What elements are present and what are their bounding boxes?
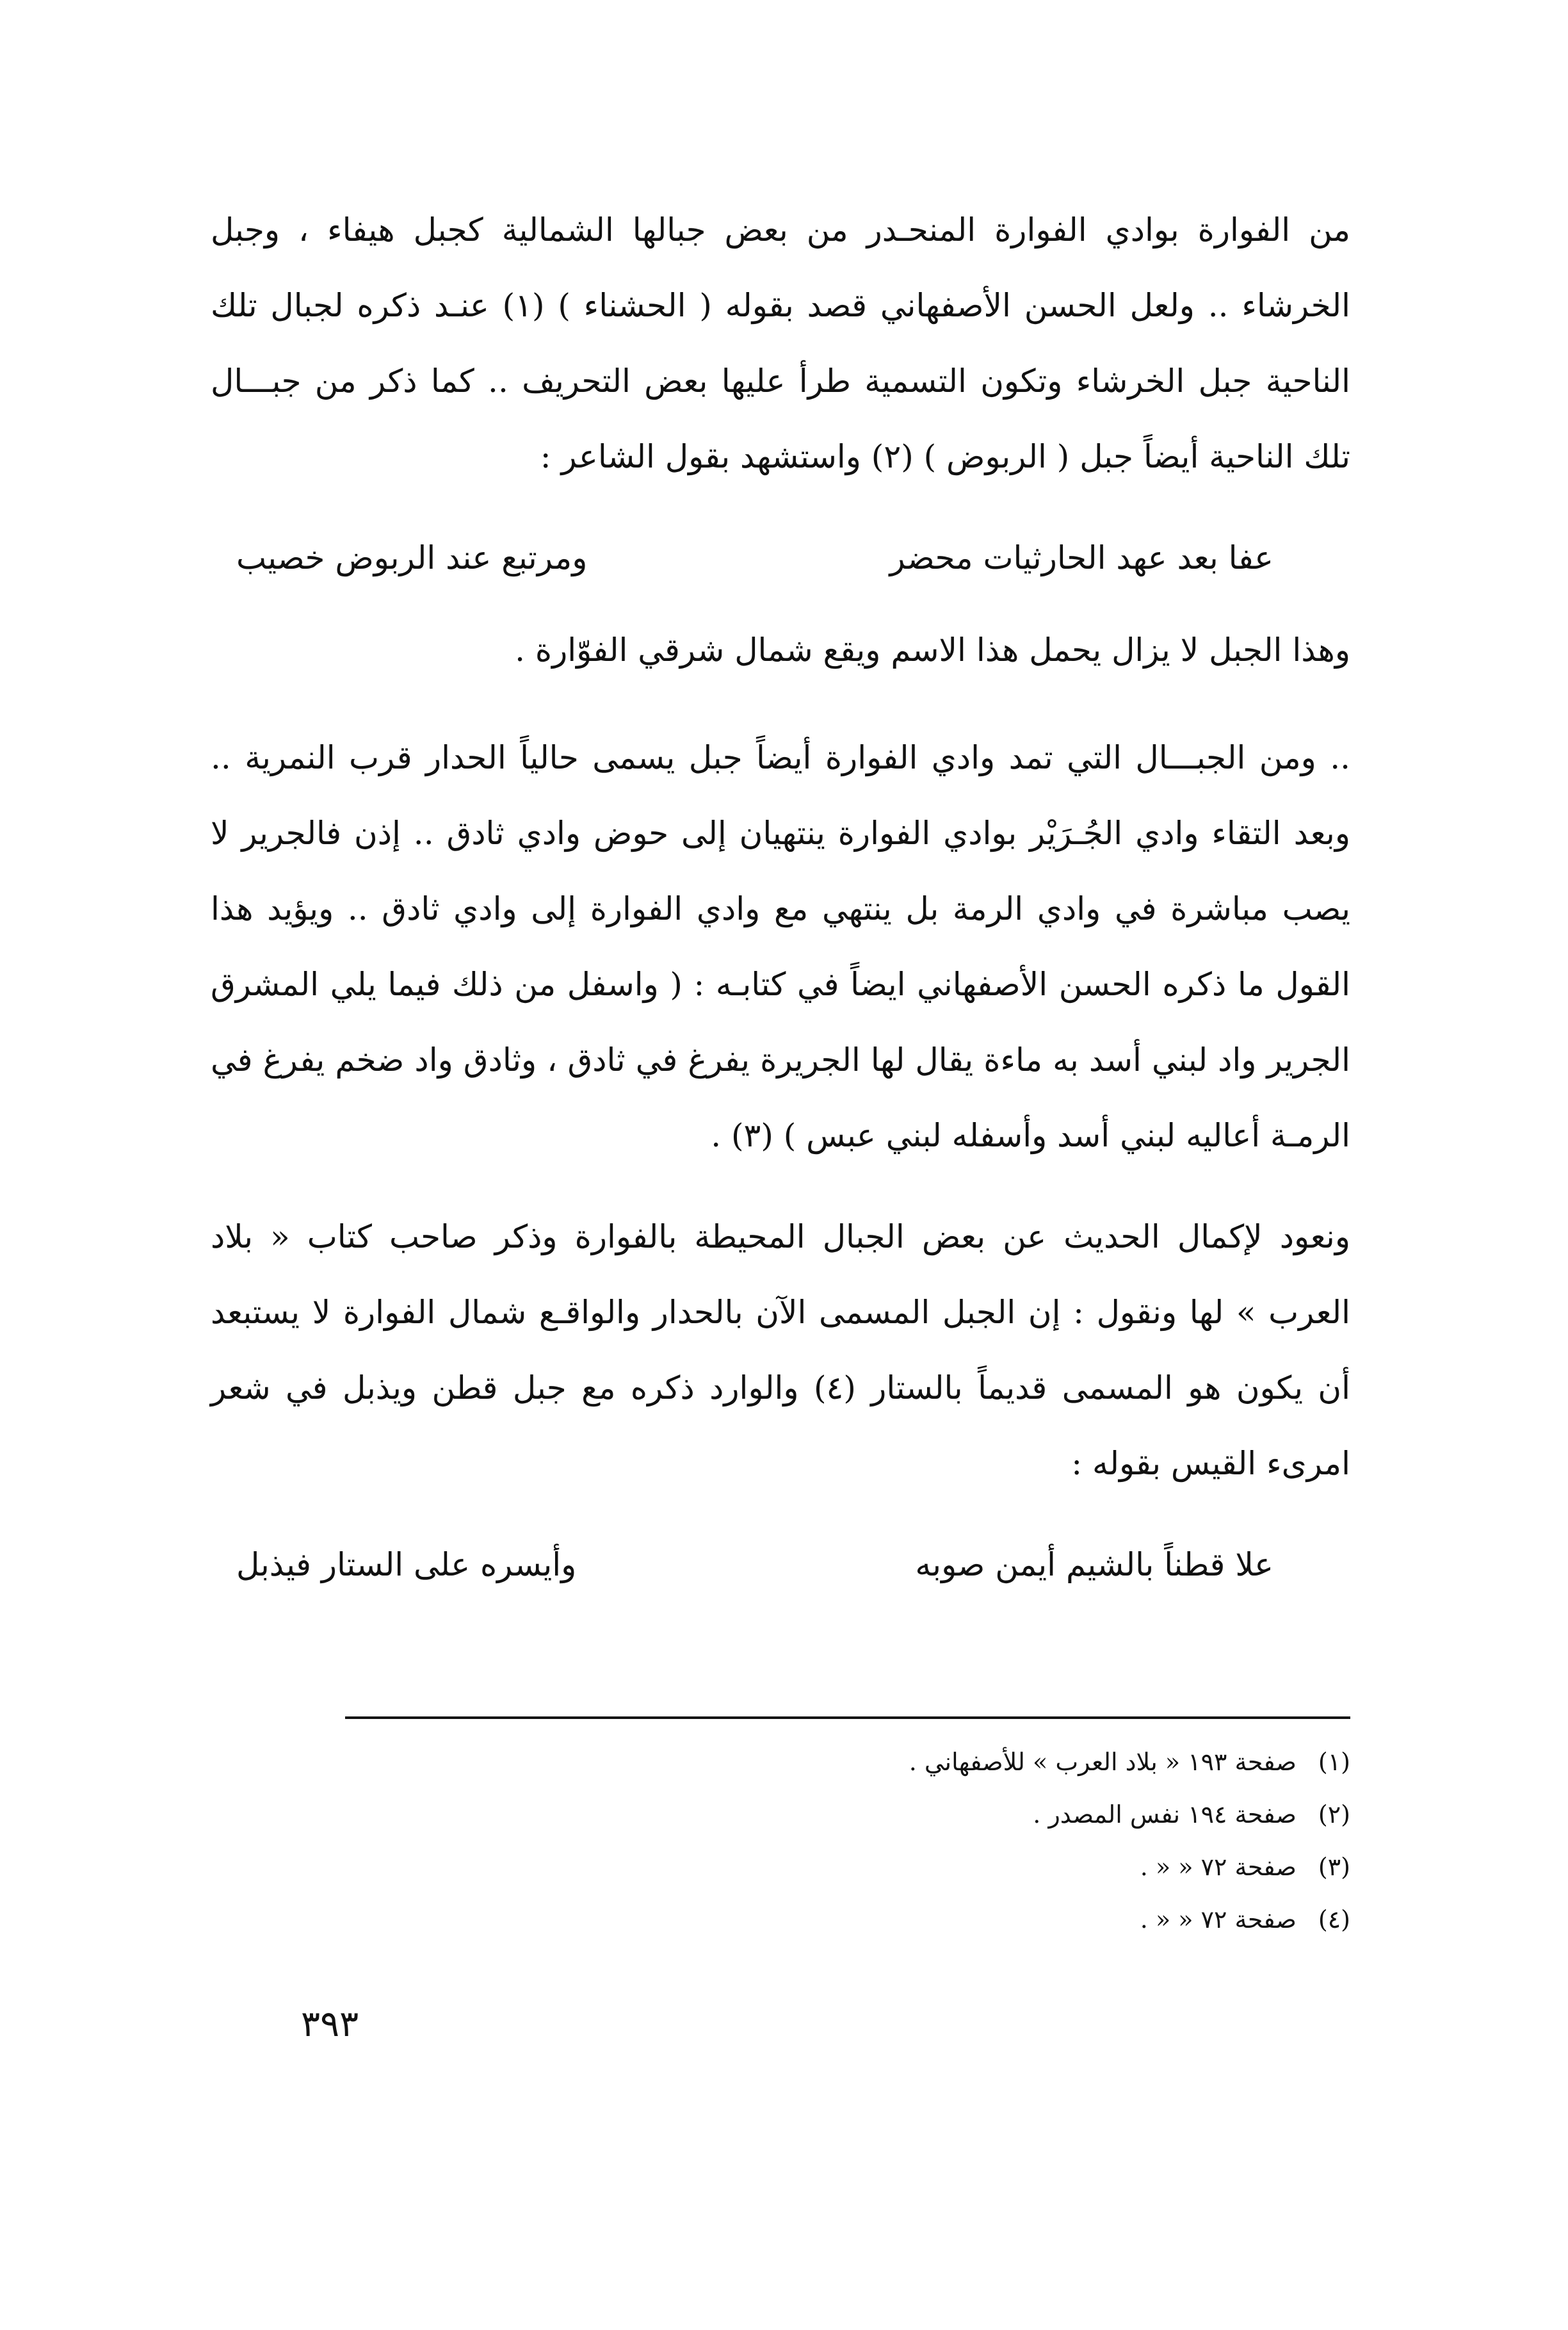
footnote-4 bbox=[345, 1893, 1350, 1946]
footnote-text: صفحة ٧٢ « « . bbox=[1140, 1905, 1297, 1934]
footnote-divider bbox=[345, 1716, 1350, 1719]
paragraph-2: .. ومن الجبـــال التي تمد وادي الفوارة أيضاً جبل يسمى حالياً الحدار قرب النمرية .. وبعد التقاء وادي الجُـرَيْر بوادي الفوارة ينتهيان إلى حوض وادي ثادق .. إذن فالجرير لا يصب مباشرة في وادي الرمة بل ينتهي مع وادي الفوارة إلى وادي ثادق .. ويؤيد هذا القول ما ذكره الحسن الأصفهاني ايضاً في كتابـه : ( واسفل من ذلك فيما يلي المشرق الجرير واد لبني أسد به ماءة يقال لها الجريرة يفرغ في ثادق ، وثادق واد ضخم يفرغ في الرمـة أعاليه لبني أسد وأسفله لبني عبس ) (٣) . bbox=[211, 739, 1350, 1154]
verse-1 bbox=[211, 520, 1350, 596]
mountain-note: وهذا الجبل لا يزال يحمل هذا الاسم ويقع شمال شرقي الفوّارة . bbox=[515, 631, 1350, 669]
verse-1-second-hemistich: ومرتبع عند الربوض خصيب bbox=[236, 539, 588, 576]
paragraph-3: ونعود لإكمال الحديث عن بعض الجبال المحيطة بالفوارة وذكر صاحب كتاب « بلاد العرب » لها ونقول : إن الجبل المسمى الآن بالحدار والواقـع شمال الفوارة لا يستبعد أن يكون هو المسمى قديماً بالستار (٤) والوارد ذكره مع جبل قطن ويذبل في شعر امرىء القيس بقوله : bbox=[211, 1218, 1350, 1482]
footnote-text: صفحة ١٩٤ نفس المصدر . bbox=[1033, 1800, 1297, 1829]
footnote-text: صفحة ٧٢ « « . bbox=[1140, 1853, 1297, 1881]
footnote-number: (١) bbox=[1318, 1748, 1350, 1776]
footnote-3 bbox=[345, 1841, 1350, 1893]
footnote-text: صفحة ١٩٣ « بلاد العرب » للأصفهاني . bbox=[909, 1748, 1297, 1776]
footnote-number: (٢) bbox=[1318, 1800, 1350, 1829]
verse-2-second-hemistich: وأيسره على الستار فيذبل bbox=[236, 1546, 577, 1583]
verse-2-first-hemistich: علا قطناً بالشيم أيمن صوبه bbox=[915, 1546, 1273, 1583]
footnote-number: (٣) bbox=[1318, 1853, 1350, 1881]
page-number: ٣٩٣ bbox=[301, 2003, 359, 2045]
footnotes bbox=[345, 1736, 1350, 1946]
body-text bbox=[211, 192, 1350, 1619]
footnote-2 bbox=[345, 1788, 1350, 1841]
footnote-1 bbox=[345, 1736, 1350, 1788]
verse-1-first-hemistich: عفا بعد عهد الحارثيات محضر bbox=[889, 539, 1273, 576]
footnote-number: (٤) bbox=[1318, 1905, 1350, 1934]
paragraph-1: من الفوارة بوادي الفوارة المنحـدر من بعض جبالها الشمالية كجبل هيفاء ، وجبل الخرشاء .. ولعل الحسن الأصفهاني قصد بقوله ( الحشناء ) (١) عنـد ذكره لجبال تلك الناحية جبل الخرشاء وتكون التسمية طرأ عليها بعض التحريف .. كما ذكر من جبـــال تلك الناحية أيضاً جبل ( الربوض ) (٢) واستشهد بقول الشاعر : bbox=[211, 211, 1350, 475]
verse-2 bbox=[211, 1527, 1350, 1602]
